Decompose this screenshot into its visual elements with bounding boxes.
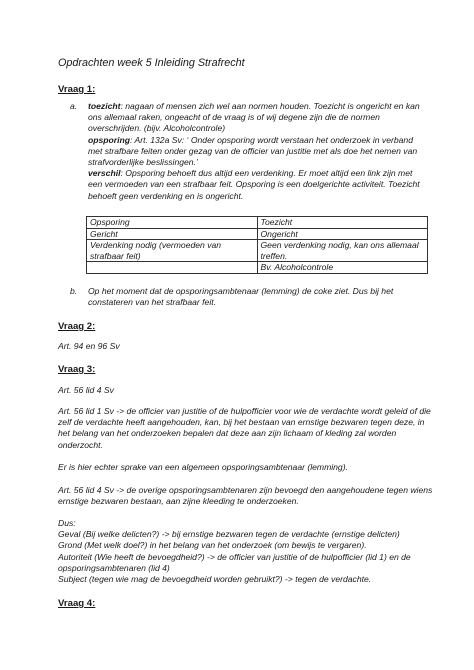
verschil-definition: : Opsporing behoeft dus altijd een verdenking. Er moet altijd een link zijn met een vermoeden van een strafbaar feit. Opsporing is een doelgerichte activiteit. Toezicht behoeft geen verdenking en is ongericht. xyxy=(88,168,420,201)
table-cell xyxy=(87,262,258,274)
vraag3-p1: Art. 56 lid 4 Sv xyxy=(58,385,114,395)
vraag1-answer-a xyxy=(88,101,428,202)
table-cell: Toezicht xyxy=(257,217,428,229)
vraag1-heading: Vraag 1: xyxy=(58,84,96,95)
vraag2-heading: Vraag 2: xyxy=(58,321,96,332)
document-title: Opdrachten week 5 Inleiding Strafrecht xyxy=(58,57,245,69)
vraag4-heading: Vraag 4: xyxy=(58,598,96,609)
table-cell: Verdenking nodig (vermoeden van strafbaar feit) xyxy=(87,240,258,262)
summary-line: Geval (Bij welke delicten?) -> bij ernstige bezwaren tegen de verdachte (ernstige delicten) xyxy=(58,529,400,540)
table-row xyxy=(87,217,428,229)
table-row xyxy=(87,262,428,274)
table-row xyxy=(87,240,428,262)
table-cell: Bv. Alcoholcontrole xyxy=(257,262,428,274)
summary-line: Autoriteit (Wie heeft de bevoegdheid?) -> de officier van justitie of de hulpofficier (lid 1) en de opsporingsambtenaren (lid 4) xyxy=(58,551,411,573)
table-cell: Gericht xyxy=(87,228,258,240)
term-verschil: verschil xyxy=(88,168,121,179)
table-row xyxy=(87,228,428,240)
vraag3-p4: Art. 56 lid 4 Sv -> de overige opsporingsambtenaren zijn bevoegd den aangehoudene tegen wiens ernstige bezwaren bestaan, aan zijne kleeding te onderzoeken. xyxy=(58,485,433,507)
table-cell: Geen verdenking nodig, kan ons allemaal treffen. xyxy=(257,240,428,262)
vraag3-p3: Er is hier echter sprake van een algemeen opsporingsambtenaar (lemming). xyxy=(58,462,348,472)
item-a-label: a. xyxy=(70,101,78,111)
dus-label: Dus: xyxy=(58,518,76,528)
comparison-table xyxy=(86,216,428,274)
summary-line: Grond (Met welk doel?) in het belang van het onderzoek (om bewijs te vergaren). xyxy=(58,540,367,551)
opsporing-definition: : Art. 132a Sv: ‘ Onder opsporing wordt verstaan het onderzoek in verband met strafbare feiten onder gezag van de officier van justitie met als doe het nemen van strafvorderlijke beslissingen.’ xyxy=(88,134,418,168)
vraag3-p2: Art. 56 lid 1 Sv -> de officier van justitie of de hulpofficier voor wie de verdachte wordt geleid of die zelf de verdachte heeft aangehouden, kan, bij het bestaan van ernstige bezwaren tegen deze, in het belang van het onderzoeken bepalen dat deze aan zijn lichaam of kleding zal worden onderzocht. xyxy=(58,406,431,450)
summary-line: Subject (tegen wie mag de bevoegdheid worden gebruikt?) -> tegen de verdachte. xyxy=(58,574,372,585)
term-opsporing: opsporing xyxy=(88,134,131,145)
vraag3-heading: Vraag 3: xyxy=(58,364,96,375)
table-cell: Opsporing xyxy=(87,217,258,229)
table-cell: Ongericht xyxy=(257,228,428,240)
vraag3-summary xyxy=(58,518,438,585)
vraag1-answer-b: Op het moment dat de opsporingsambtenaar (lemming) de coke ziet. Dus bij het constateren van het strafbaar feit. xyxy=(88,286,394,308)
item-b-label: b. xyxy=(70,286,78,296)
vraag2-answer: Art. 94 en 96 Sv xyxy=(58,341,120,351)
toezicht-definition: : nagaan of mensen zich wel aan normen houden. Toezicht is ongericht en kan ons allemaal raken, ongeacht of de vraag is of wij degene zijn die de normen overschrijden. (bijv. Alcoholcontrole) xyxy=(88,101,420,134)
term-toezicht: toezicht xyxy=(88,101,121,111)
